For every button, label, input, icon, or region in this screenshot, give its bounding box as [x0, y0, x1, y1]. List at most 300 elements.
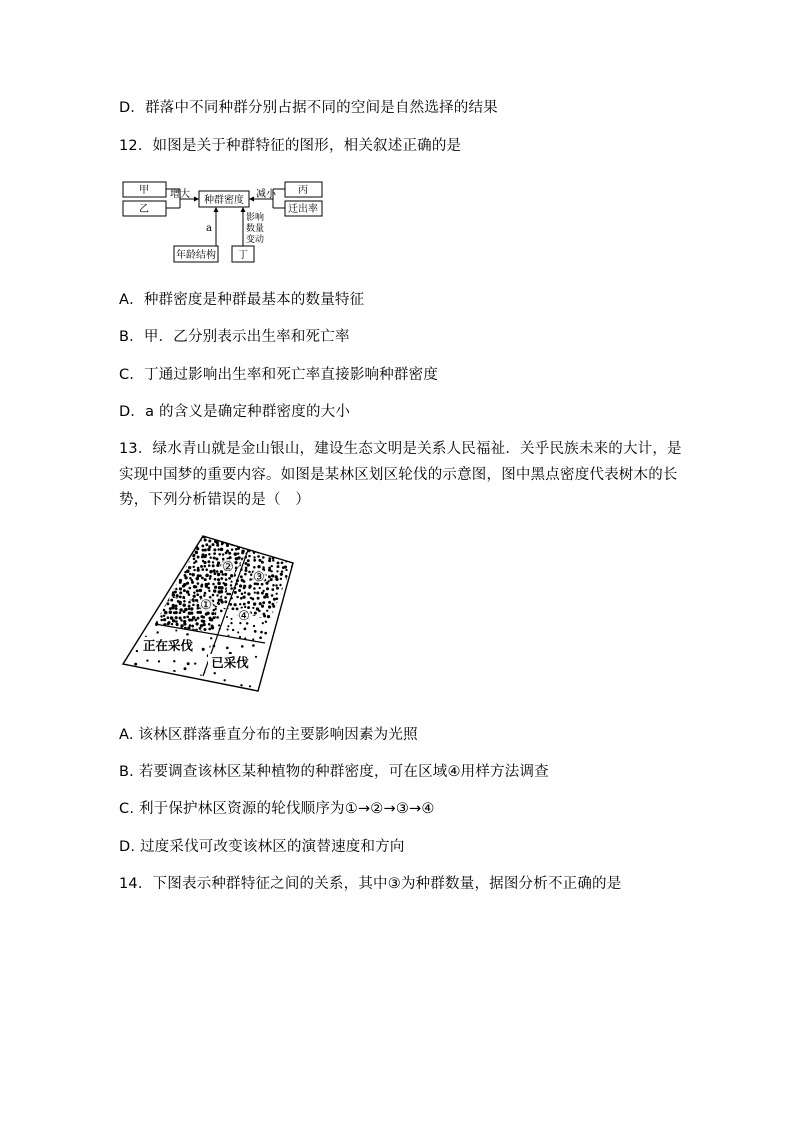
tree-dot [220, 586, 224, 590]
tree-dot [192, 604, 195, 607]
tree-dot [195, 535, 198, 538]
tree-dot [266, 596, 269, 599]
tree-dot [220, 548, 224, 552]
tree-dot [196, 593, 199, 596]
tree-dot [175, 570, 178, 573]
tree-dot [207, 582, 210, 585]
tree-dot [282, 619, 285, 622]
tree-dot [167, 533, 170, 534]
tree-dot [209, 577, 211, 579]
region-2-label: ② [222, 560, 234, 575]
tree-dot [155, 601, 158, 604]
tree-dot [273, 598, 276, 601]
tree-dot [169, 611, 173, 615]
tree-dot [188, 566, 191, 569]
tree-dot [204, 548, 207, 551]
tree-dot [248, 555, 251, 558]
tree-dot [152, 604, 155, 607]
tree-dot [208, 564, 211, 567]
tree-dot [226, 544, 229, 547]
tree-dot [209, 533, 212, 534]
tree-dot [234, 533, 237, 534]
tree-dot [191, 581, 194, 584]
tree-dot [192, 533, 195, 534]
tree-dot [289, 610, 292, 613]
tree-dot [256, 591, 259, 594]
tree-dot [186, 569, 190, 573]
q13-option-d: D. 过度采伐可改变该林区的演替速度和方向 [119, 839, 405, 855]
tree-dot [205, 543, 208, 546]
label-increase: 增大 [170, 189, 190, 200]
tree-dot [271, 574, 274, 577]
tree-dot [289, 583, 292, 586]
tree-dot [178, 553, 181, 556]
tree-dot [154, 591, 157, 594]
tree-dot [208, 553, 210, 555]
tree-dot [296, 575, 298, 578]
tree-dot [230, 587, 233, 590]
tree-dot [208, 628, 211, 631]
tree-dot [175, 588, 177, 590]
tree-dot [252, 607, 254, 609]
q13-forest-rotation-figure [118, 533, 298, 698]
tree-dot [205, 568, 208, 571]
tree-dot [176, 553, 179, 556]
q12-option-d: D．a 的含义是确定种群密度的大小 [119, 404, 351, 420]
tree-dot [226, 616, 228, 618]
tree-dot [166, 545, 169, 548]
tree-dot [249, 578, 252, 581]
tree-dot [287, 614, 290, 617]
tree-dot [265, 582, 268, 585]
tree-dot [214, 586, 217, 589]
label-influence-1: 影响 [246, 213, 265, 223]
tree-dot [163, 609, 166, 612]
tree-dot [118, 634, 119, 637]
tree-dot [217, 533, 220, 534]
tree-dot [204, 578, 207, 581]
tree-dot [202, 623, 205, 626]
tree-dot [279, 584, 281, 586]
tree-dot [173, 660, 175, 662]
tree-dot [254, 630, 257, 633]
tree-dot [237, 547, 240, 550]
tree-dot [212, 569, 215, 572]
tree-dot [184, 576, 187, 579]
tree-dot [180, 543, 183, 546]
tree-dot [192, 566, 194, 568]
tree-dot [169, 607, 172, 610]
tree-dot [178, 540, 181, 543]
q13-stem-line-3: 势，下列分析错误的是（ ） [119, 492, 311, 508]
tree-dot [178, 562, 181, 565]
tree-dot [190, 535, 193, 538]
tree-dot [238, 589, 241, 592]
tree-dot [280, 578, 282, 580]
tree-dot [258, 546, 261, 549]
tree-dot [200, 585, 203, 588]
tree-dot [252, 548, 254, 550]
region-3-label: ③ [253, 570, 265, 585]
tree-dot [169, 544, 172, 547]
tree-dot [275, 584, 277, 586]
tree-dot [176, 594, 179, 597]
tree-dot [183, 548, 186, 551]
tree-dot [224, 596, 227, 599]
tree-dot [118, 674, 119, 676]
tree-dot [208, 539, 211, 542]
tree-dot [216, 616, 219, 619]
tree-dot [171, 556, 174, 559]
tree-dot [182, 553, 185, 556]
tree-dot [197, 617, 200, 620]
tree-dot [240, 575, 243, 578]
tree-dot [228, 552, 231, 555]
tree-dot [202, 620, 205, 623]
tree-dot [216, 570, 219, 573]
tree-dot [151, 595, 154, 598]
tree-dot [201, 577, 204, 580]
tree-dot [241, 552, 244, 555]
tree-dot [183, 558, 186, 561]
tree-dot [276, 546, 278, 548]
tree-dot [150, 608, 153, 611]
tree-dot [146, 659, 148, 661]
tree-dot [165, 561, 168, 564]
tree-dot [245, 569, 248, 572]
tree-dot [195, 551, 198, 554]
tree-dot [217, 578, 220, 581]
tree-dot [183, 616, 186, 619]
tree-dot [170, 616, 174, 620]
tree-dot [230, 618, 232, 620]
box-jia-label: 甲 [139, 185, 149, 196]
tree-dot [190, 607, 193, 610]
tree-dot [254, 591, 256, 593]
tree-dot [208, 623, 211, 626]
tree-dot [170, 570, 173, 573]
tree-dot [259, 587, 261, 589]
tree-dot [263, 615, 266, 618]
tree-dot [184, 537, 187, 540]
tree-dot [294, 548, 297, 551]
tree-dot [197, 582, 200, 585]
tree-dot [188, 587, 191, 590]
tree-dot [170, 539, 172, 541]
tree-dot [291, 592, 294, 595]
tree-dot [151, 591, 155, 595]
tree-dot [295, 559, 297, 561]
tree-dot [223, 679, 225, 681]
tree-dot [296, 598, 298, 600]
tree-dot [135, 670, 138, 673]
tree-dot [151, 600, 154, 603]
tree-dot [261, 545, 264, 548]
box-ding-label: 丁 [238, 250, 248, 261]
tree-dot [186, 633, 189, 636]
tree-dot [250, 543, 253, 546]
tree-dot [216, 558, 219, 561]
tree-dot [280, 556, 283, 559]
tree-dot [207, 587, 210, 590]
label-decrease: 减小 [256, 189, 276, 200]
tree-dot [218, 624, 220, 626]
tree-dot [231, 533, 234, 534]
tree-dot [131, 622, 134, 625]
tree-dot [234, 561, 237, 564]
tree-dot [239, 636, 241, 638]
tree-dot [250, 545, 252, 547]
label-influence-2: 数量 [246, 224, 265, 234]
tree-dot [188, 601, 191, 604]
tree-dot [291, 553, 294, 556]
tree-dot [183, 600, 186, 603]
tree-dot [184, 667, 187, 670]
tree-dot [247, 563, 250, 566]
tree-dot [222, 533, 225, 534]
tree-dot [201, 568, 204, 571]
tree-dot [167, 622, 170, 625]
tree-dot [209, 556, 211, 558]
tree-dot [179, 617, 182, 620]
tree-dot [237, 556, 240, 559]
tree-dot [284, 565, 287, 568]
tree-dot [203, 561, 206, 564]
tree-dot [213, 684, 216, 687]
tree-dot [253, 566, 256, 569]
tree-dot [210, 637, 212, 639]
tree-dot [192, 540, 195, 543]
tree-dot [294, 602, 296, 604]
tree-dot [248, 587, 250, 589]
tree-dot [224, 600, 227, 603]
tree-dot [285, 551, 288, 554]
tree-dot [178, 557, 181, 560]
tree-dot [221, 543, 223, 545]
tree-dot [199, 574, 202, 577]
tree-dot [290, 596, 292, 598]
tree-dot [254, 612, 257, 615]
tree-dot [216, 564, 219, 567]
tree-dot [253, 559, 256, 562]
tree-dot [286, 612, 288, 614]
tree-dot [294, 578, 297, 581]
tree-dot [234, 591, 237, 594]
tree-dot [228, 577, 231, 580]
tree-dot [169, 562, 172, 565]
tree-dot [232, 629, 234, 631]
tree-dot [285, 555, 288, 558]
tree-dot [195, 560, 198, 563]
tree-dot [170, 566, 174, 570]
tree-dot [231, 548, 234, 551]
tree-dot [270, 578, 273, 581]
label-cutting: 正在采伐 [142, 638, 194, 653]
tree-dot [197, 569, 200, 572]
tree-dot [294, 589, 297, 592]
tree-dot [296, 608, 298, 611]
tree-dot [210, 618, 213, 621]
tree-dot [203, 533, 206, 534]
tree-dot [220, 577, 223, 580]
tree-dot [208, 590, 210, 592]
tree-dot [192, 573, 195, 576]
tree-dot [241, 544, 244, 547]
tree-dot [209, 575, 212, 578]
box-yi-label: 乙 [139, 204, 149, 215]
tree-dot [239, 540, 242, 543]
tree-dot [244, 573, 247, 576]
tree-dot [212, 564, 215, 567]
tree-dot [166, 573, 169, 576]
tree-dot [294, 550, 297, 553]
tree-dot [175, 539, 178, 542]
tree-dot [262, 556, 265, 559]
tree-dot [186, 549, 189, 552]
q13-stem-line-1: 13．绿水青山就是金山银山，建设生态文明是关系人民福祉．关乎民族未来的大计，是 [119, 441, 682, 457]
tree-dot [260, 631, 263, 634]
tree-dot [171, 552, 174, 555]
tree-dot [202, 648, 205, 651]
tree-dot [174, 537, 177, 540]
tree-dot [255, 656, 257, 658]
tree-dot [224, 536, 227, 539]
tree-dot [179, 608, 182, 611]
tree-dot [289, 554, 292, 557]
tree-dot [235, 535, 237, 537]
tree-dot [271, 588, 274, 591]
tree-dot [207, 548, 210, 551]
tree-dot [213, 589, 216, 592]
tree-dot [175, 607, 178, 610]
tree-dot [196, 577, 200, 581]
tree-dot [243, 603, 246, 606]
label-a: a [206, 223, 212, 234]
tree-dot [223, 535, 225, 537]
tree-dot [251, 534, 254, 537]
tree-dot [179, 602, 182, 605]
tree-dot [265, 621, 267, 623]
tree-dot [204, 555, 207, 558]
tree-dot [176, 623, 179, 626]
tree-dot [279, 617, 282, 620]
tree-dot [214, 672, 216, 674]
tree-dot [284, 608, 287, 611]
tree-dot [281, 547, 284, 550]
tree-dot [268, 559, 271, 562]
tree-dot [281, 611, 284, 614]
tree-dot [168, 564, 171, 567]
tree-dot [217, 573, 220, 576]
q12-population-diagram [118, 176, 358, 268]
tree-dot [268, 601, 271, 604]
tree-dot [197, 607, 200, 610]
tree-dot [237, 631, 239, 633]
tree-dot [166, 535, 169, 538]
q11-option-d: D．群落中不同种群分别占据不同的空间是自然选择的结果 [119, 100, 498, 116]
tree-dot [220, 610, 223, 613]
tree-dot [240, 597, 243, 600]
tree-dot [179, 581, 182, 584]
tree-dot [293, 569, 295, 571]
tree-dot [203, 628, 206, 631]
tree-dot [290, 547, 293, 550]
tree-dot [166, 539, 169, 542]
tree-dot [242, 595, 245, 598]
tree-dot [261, 592, 264, 595]
tree-dot [174, 590, 177, 593]
tree-dot [186, 616, 189, 619]
tree-dot [118, 648, 120, 651]
tree-dot [175, 629, 177, 631]
tree-dot [229, 603, 232, 606]
tree-dot [259, 636, 262, 639]
tree-dot [212, 561, 214, 563]
tree-dot [218, 553, 221, 556]
tree-dot [220, 590, 223, 593]
tree-dot [286, 597, 288, 599]
tree-dot [167, 570, 170, 573]
tree-dot [280, 573, 283, 576]
tree-dot [189, 624, 192, 627]
tree-dot [264, 632, 267, 635]
tree-dot [167, 616, 170, 619]
tree-dot [134, 663, 137, 666]
tree-dot [234, 552, 238, 556]
region-4-label: ④ [238, 609, 250, 624]
tree-dot [143, 671, 146, 674]
tree-dot [247, 540, 250, 543]
tree-dot [163, 614, 166, 617]
tree-dot [188, 593, 191, 596]
tree-dot [246, 535, 249, 538]
tree-dot [246, 533, 249, 535]
tree-dot [182, 541, 185, 544]
region-1-label: ① [200, 598, 212, 613]
tree-dot [230, 537, 233, 540]
tree-dot [253, 602, 256, 605]
tree-dot [294, 622, 297, 625]
tree-dot [158, 593, 161, 596]
tree-dot [261, 605, 264, 608]
tree-dot [183, 610, 186, 613]
tree-dot [291, 559, 294, 562]
tree-dot [178, 536, 181, 539]
tree-dot [241, 592, 244, 595]
tree-dot [272, 584, 275, 587]
tree-dot [164, 611, 168, 615]
tree-dot [271, 570, 273, 572]
tree-dot [271, 546, 274, 549]
tree-dot [230, 584, 232, 586]
tree-dot [212, 583, 215, 586]
tree-dot [261, 561, 264, 564]
tree-dot [293, 611, 296, 614]
tree-dot [213, 572, 216, 575]
tree-dot [243, 580, 246, 583]
tree-dot [160, 615, 162, 617]
tree-dot [290, 573, 293, 576]
tree-dot [245, 567, 248, 570]
tree-dot [193, 591, 195, 593]
tree-dot [276, 597, 279, 600]
tree-dot [290, 605, 292, 607]
tree-dot [252, 533, 255, 534]
box-qianchu-label: 迁出率 [288, 204, 318, 215]
tree-dot [201, 555, 204, 558]
tree-dot [171, 577, 174, 580]
tree-dot [189, 573, 192, 576]
